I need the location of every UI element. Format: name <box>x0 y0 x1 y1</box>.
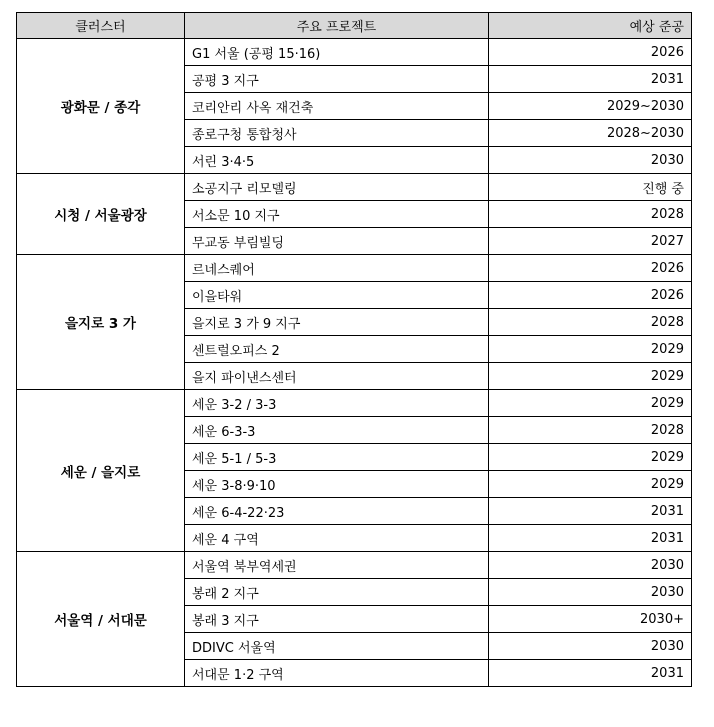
completion-cell: 2030 <box>489 579 692 606</box>
project-table <box>16 12 692 687</box>
completion-cell: 2028 <box>489 417 692 444</box>
completion-cell: 2029 <box>489 390 692 417</box>
header-project: 주요 프로젝트 <box>185 13 489 39</box>
table-row <box>17 174 692 201</box>
completion-cell: 2031 <box>489 660 692 687</box>
project-cell: 세운 5-1 / 5-3 <box>185 444 489 471</box>
completion-cell: 2028 <box>489 201 692 228</box>
completion-cell: 2030+ <box>489 606 692 633</box>
completion-cell: 2028 <box>489 309 692 336</box>
completion-cell: 2026 <box>489 39 692 66</box>
completion-cell: 2031 <box>489 498 692 525</box>
project-cell: 서린 3·4·5 <box>185 147 489 174</box>
completion-cell: 진행 중 <box>489 174 692 201</box>
project-cell: 봉래 3 지구 <box>185 606 489 633</box>
table-row <box>17 552 692 579</box>
project-cell: 세운 3-8·9·10 <box>185 471 489 498</box>
project-cell: DDIVC 서울역 <box>185 633 489 660</box>
project-cell: 소공지구 리모델링 <box>185 174 489 201</box>
completion-cell: 2026 <box>489 255 692 282</box>
project-cell: 세운 6-3-3 <box>185 417 489 444</box>
header-cluster: 클러스터 <box>17 13 185 39</box>
completion-cell: 2030 <box>489 147 692 174</box>
project-cell: 서소문 10 지구 <box>185 201 489 228</box>
cluster-cell: 광화문 / 종각 <box>17 39 185 174</box>
completion-cell: 2029 <box>489 471 692 498</box>
project-cell: 서대문 1·2 구역 <box>185 660 489 687</box>
table-row <box>17 390 692 417</box>
cluster-cell: 시청 / 서울광장 <box>17 174 185 255</box>
completion-cell: 2030 <box>489 552 692 579</box>
header-row <box>17 13 692 39</box>
project-cell: 이을타워 <box>185 282 489 309</box>
project-cell: 세운 3-2 / 3-3 <box>185 390 489 417</box>
project-cell: 무교동 부림빌딩 <box>185 228 489 255</box>
cluster-cell: 세운 / 을지로 <box>17 390 185 552</box>
completion-cell: 2029 <box>489 444 692 471</box>
completion-cell: 2029 <box>489 336 692 363</box>
cluster-cell: 서울역 / 서대문 <box>17 552 185 687</box>
table-row <box>17 255 692 282</box>
completion-cell: 2029~2030 <box>489 93 692 120</box>
project-cell: G1 서울 (공평 15·16) <box>185 39 489 66</box>
completion-cell: 2028~2030 <box>489 120 692 147</box>
project-cell: 공평 3 지구 <box>185 66 489 93</box>
project-cell: 을지 파이낸스센터 <box>185 363 489 390</box>
project-cell: 을지로 3 가 9 지구 <box>185 309 489 336</box>
table-row <box>17 39 692 66</box>
project-cell: 세운 6-4-22·23 <box>185 498 489 525</box>
table-body <box>17 39 692 687</box>
completion-cell: 2027 <box>489 228 692 255</box>
project-cell: 르네스퀘어 <box>185 255 489 282</box>
project-cell: 세운 4 구역 <box>185 525 489 552</box>
completion-cell: 2031 <box>489 525 692 552</box>
project-cell: 서울역 북부역세권 <box>185 552 489 579</box>
completion-cell: 2030 <box>489 633 692 660</box>
completion-cell: 2029 <box>489 363 692 390</box>
project-cell: 종로구청 통합청사 <box>185 120 489 147</box>
cluster-cell: 을지로 3 가 <box>17 255 185 390</box>
project-cell: 코리안리 사옥 재건축 <box>185 93 489 120</box>
completion-cell: 2026 <box>489 282 692 309</box>
header-completion: 예상 준공 <box>489 13 692 39</box>
completion-cell: 2031 <box>489 66 692 93</box>
project-cell: 센트럴오피스 2 <box>185 336 489 363</box>
project-cell: 봉래 2 지구 <box>185 579 489 606</box>
